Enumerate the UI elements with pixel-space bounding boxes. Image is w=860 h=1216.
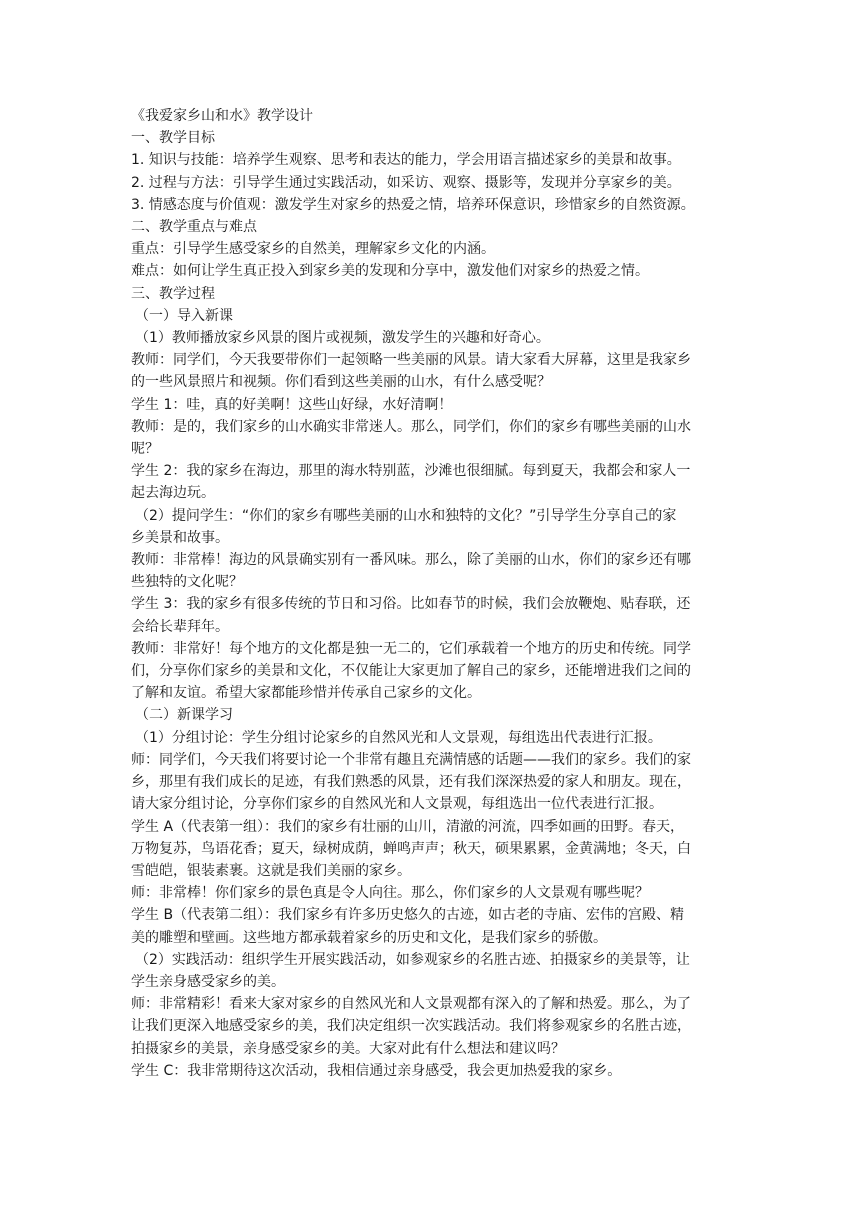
text-line: 重点：引导学生感受家乡的自然美，理解家乡文化的内涵。 [131, 241, 495, 258]
document-title: 《我爱家乡山和水》教学设计 [131, 108, 313, 124]
text-line: 学生 2：我的家乡在海边，那里的海水特别蓝，沙滩也很细腻。每到夏天，我都会和家人一 [131, 463, 691, 480]
text-line: 教师：是的，我们家乡的山水确实非常迷人。那么，同学们，你们的家乡有哪些美丽的山水 [131, 418, 691, 435]
text-line: （2）实践活动：组织学生开展实践活动，如参观家乡的名胜古迹、拍摄家乡的美景等，让 [135, 951, 690, 968]
text-line: 三、教学过程 [131, 285, 215, 302]
text-line: 师：同学们，今天我们将要讨论一个非常有趣且充满情感的话题——我们的家乡。我们的家 [131, 751, 691, 768]
text-line: 学生 1：哇，真的好美啊！这些山好绿，水好清啊！ [131, 396, 453, 413]
text-line: 拍摄家乡的美景，亲身感受家乡的美。大家对此有什么想法和建议吗？ [131, 1040, 565, 1057]
text-line: 难点：如何让学生真正投入到家乡美的发现和分享中，激发他们对家乡的热爱之情。 [131, 263, 649, 280]
text-line: （2）提问学生：“你们的家乡有哪些美丽的山水和独特的文化？”引导学生分享自己的家 [135, 507, 677, 524]
text-line: 学生 3：我的家乡有很多传统的节日和习俗。比如春节的时候，我们会放鞭炮、贴春联，还 [131, 596, 691, 613]
document-page [131, 105, 731, 1082]
text-line: 的一些风景照片和视频。你们看到这些美丽的山水，有什么感受呢？ [131, 374, 551, 391]
text-line: 学生 A（代表第一组）：我们的家乡有壮丽的山川，清澈的河流，四季如画的田野。春天， [131, 818, 685, 835]
text-line: 3. 情感态度与价值观：激发学生对家乡的热爱之情，培养环保意识，珍惜家乡的自然资源。 [131, 196, 695, 213]
text-line: 学生 B（代表第二组）：我们家乡有许多历史悠久的古迹，如古老的寺庙、宏伟的宫殿、精 [131, 907, 685, 924]
text-line: 雪皑皑，银装素裹。这就是我们美丽的家乡。 [131, 862, 411, 879]
text-line: （1）教师播放家乡风景的图片或视频，激发学生的兴趣和好奇心。 [135, 330, 550, 347]
text-line: （一）导入新课 [135, 307, 233, 324]
text-line: 师：非常棒！你们家乡的景色真是令人向往。那么，你们家乡的人文景观有哪些呢？ [131, 885, 649, 902]
text-line: 教师：同学们，今天我要带你们一起领略一些美丽的风景。请大家看大屏幕，这里是我家乡 [131, 352, 691, 369]
text-line: 些独特的文化呢？ [131, 574, 243, 591]
text-line: 万物复苏，鸟语花香；夏天，绿树成荫，蝉鸣声声；秋天，硕果累累，金黄满地；冬天，白 [131, 840, 691, 857]
text-line: 学生 C：我非常期待这次活动，我相信通过亲身感受，我会更加热爱我的家乡。 [131, 1062, 622, 1079]
text-line: 请大家分组讨论，分享你们家乡的自然风光和人文景观，每组选出一位代表进行汇报。 [131, 796, 663, 813]
text-line: 呢？ [131, 441, 159, 458]
text-line: 起去海边玩。 [131, 485, 215, 502]
text-line: 一、教学目标 [131, 130, 215, 147]
text-line: 美的雕塑和壁画。这些地方都承载着家乡的历史和文化，是我们家乡的骄傲。 [131, 929, 607, 946]
text-line: 教师：非常棒！海边的风景确实别有一番风味。那么，除了美丽的山水，你们的家乡还有哪 [131, 552, 691, 569]
text-line: 教师：非常好！每个地方的文化都是独一无二的，它们承载着一个地方的历史和传统。同学 [131, 640, 691, 657]
text-line: 师：非常精彩！看来大家对家乡的自然风光和人文景观都有深入的了解和热爱。那么，为了 [131, 996, 691, 1013]
text-line: （1）分组讨论：学生分组讨论家乡的自然风光和人文景观，每组选出代表进行汇报。 [135, 729, 662, 746]
text-line: 学生亲身感受家乡的美。 [131, 973, 285, 990]
text-line: 2. 过程与方法：引导学生通过实践活动，如采访、观察、摄影等，发现并分享家乡的美。 [131, 174, 681, 191]
text-line: 乡美景和故事。 [131, 529, 229, 546]
text-line: 让我们更深入地感受家乡的美，我们决定组织一次实践活动。我们将参观家乡的名胜古迹， [131, 1018, 691, 1035]
text-line: 会给长辈拜年。 [131, 618, 229, 635]
text-line: 1. 知识与技能：培养学生观察、思考和表达的能力，学会用语言描述家乡的美景和故事。 [131, 152, 681, 169]
text-line: 们，分享你们家乡的美景和文化，不仅能让大家更加了解自己的家乡，还能增进我们之间的 [131, 663, 691, 680]
text-line: 了解和友谊。希望大家都能珍惜并传承自己家乡的文化。 [131, 685, 481, 702]
text-line: 二、教学重点与难点 [131, 219, 257, 236]
text-line: （二）新课学习 [135, 707, 233, 724]
text-line: 乡，那里有我们成长的足迹，有我们熟悉的风景，还有我们深深热爱的家人和朋友。现在， [131, 774, 691, 791]
